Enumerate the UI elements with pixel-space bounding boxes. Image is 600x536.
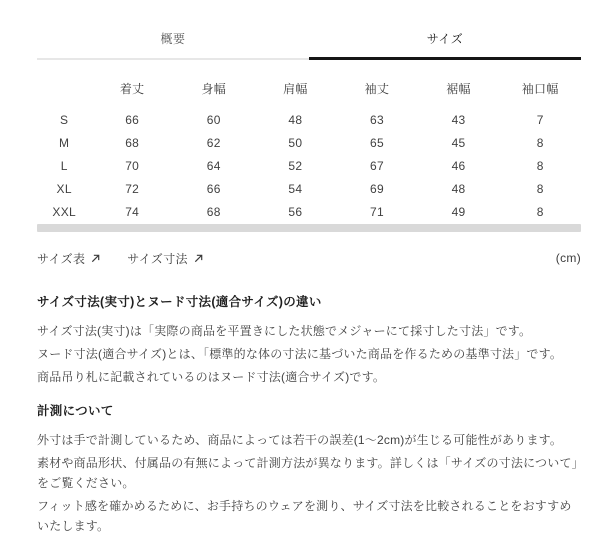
size-spec-link-label: サイズ寸法 — [127, 251, 188, 266]
cell: 52 — [288, 158, 303, 173]
cell: 48 — [451, 181, 466, 196]
section-paragraph: サイズ寸法(実寸)は「実際の商品を平置きにした状態でメジャーにて採寸した寸法」です。 — [37, 324, 532, 338]
size-spec-link[interactable] — [127, 250, 204, 267]
tab-overview[interactable]: 概要 — [37, 30, 309, 60]
col-header-shoulder-width: 肩幅 — [283, 82, 308, 96]
cell: 8 — [536, 158, 544, 173]
cell: 43 — [451, 112, 466, 127]
cell: 71 — [369, 204, 384, 219]
size-chart-link-label: サイズ表 — [37, 251, 86, 266]
table-row — [37, 200, 581, 223]
cell: 50 — [288, 135, 303, 150]
row-label: XL — [56, 181, 72, 196]
cell: 8 — [536, 204, 544, 219]
section-measurement — [37, 403, 581, 536]
size-table-corner — [37, 76, 91, 108]
cell: 67 — [369, 158, 384, 173]
cell: 68 — [206, 204, 221, 219]
table-row — [37, 154, 581, 177]
cell: 65 — [369, 135, 384, 150]
section-heading: 計測について — [37, 404, 114, 418]
links-row — [37, 250, 581, 266]
cell: 64 — [206, 158, 221, 173]
row-label: M — [59, 135, 70, 150]
cell: 63 — [369, 112, 384, 127]
cell: 60 — [206, 112, 221, 127]
row-label: XXL — [52, 204, 76, 219]
size-table — [37, 76, 581, 223]
section-heading: サイズ寸法(実寸)とヌード寸法(適合サイズ)の違い — [37, 295, 322, 309]
cell: 8 — [536, 135, 544, 150]
size-chart-link[interactable] — [37, 250, 101, 267]
unit-label: (cm) — [555, 251, 581, 265]
cell: 56 — [288, 204, 303, 219]
section-paragraph: ヌード寸法(適合サイズ)とは、「標準的な体の寸法に基づいた商品を作るための基準寸法」です。 — [37, 347, 563, 361]
table-row — [37, 131, 581, 154]
cell: 46 — [451, 158, 466, 173]
col-header-length: 着丈 — [119, 82, 145, 96]
cell: 69 — [369, 181, 384, 196]
col-header-cuff-width: 袖口幅 — [521, 82, 559, 96]
table-row — [37, 177, 581, 200]
cell: 62 — [206, 135, 221, 150]
table-row — [37, 108, 581, 131]
col-header-hem-width: 裾幅 — [446, 82, 471, 96]
cell: 45 — [451, 135, 466, 150]
cell: 48 — [288, 112, 303, 127]
tab-size[interactable]: サイズ — [309, 30, 581, 60]
cell: 8 — [536, 181, 544, 196]
cell: 66 — [125, 112, 140, 127]
col-header-sleeve-length: 袖丈 — [364, 82, 390, 96]
arrow-up-right-icon — [193, 252, 204, 264]
section-paragraph: 素材や商品形状、付属品の有無によって計測方法が異なります。詳しくは「サイズの寸法について」をご覧ください。 — [37, 456, 578, 490]
size-table-header-row — [37, 76, 581, 108]
cell: 74 — [125, 204, 140, 219]
cell: 7 — [536, 112, 544, 127]
cell: 70 — [125, 158, 140, 173]
arrow-up-right-icon — [90, 252, 101, 264]
cell: 66 — [206, 181, 221, 196]
section-paragraph: 外寸は手で計測しているため、商品によっては若干の誤差(1～2cm)が生じる可能性があります。 — [37, 433, 563, 447]
section-paragraph: フィット感を確かめるために、お手持ちのウェアを測り、サイズ寸法を比較されることをおすすめいたします。 — [37, 499, 572, 533]
row-label: S — [60, 112, 69, 127]
cell: 54 — [288, 181, 303, 196]
section-size-spec-difference — [37, 294, 581, 387]
col-header-body-width: 身幅 — [201, 82, 227, 96]
horizontal-scrollbar[interactable] — [37, 224, 581, 232]
cell: 72 — [125, 181, 140, 196]
tab-bar — [37, 30, 581, 60]
cell: 68 — [125, 135, 140, 150]
cell: 49 — [451, 204, 466, 219]
section-paragraph: 商品吊り札に記載されているのはヌード寸法(適合サイズ)です。 — [37, 370, 386, 384]
row-label: L — [60, 158, 68, 173]
